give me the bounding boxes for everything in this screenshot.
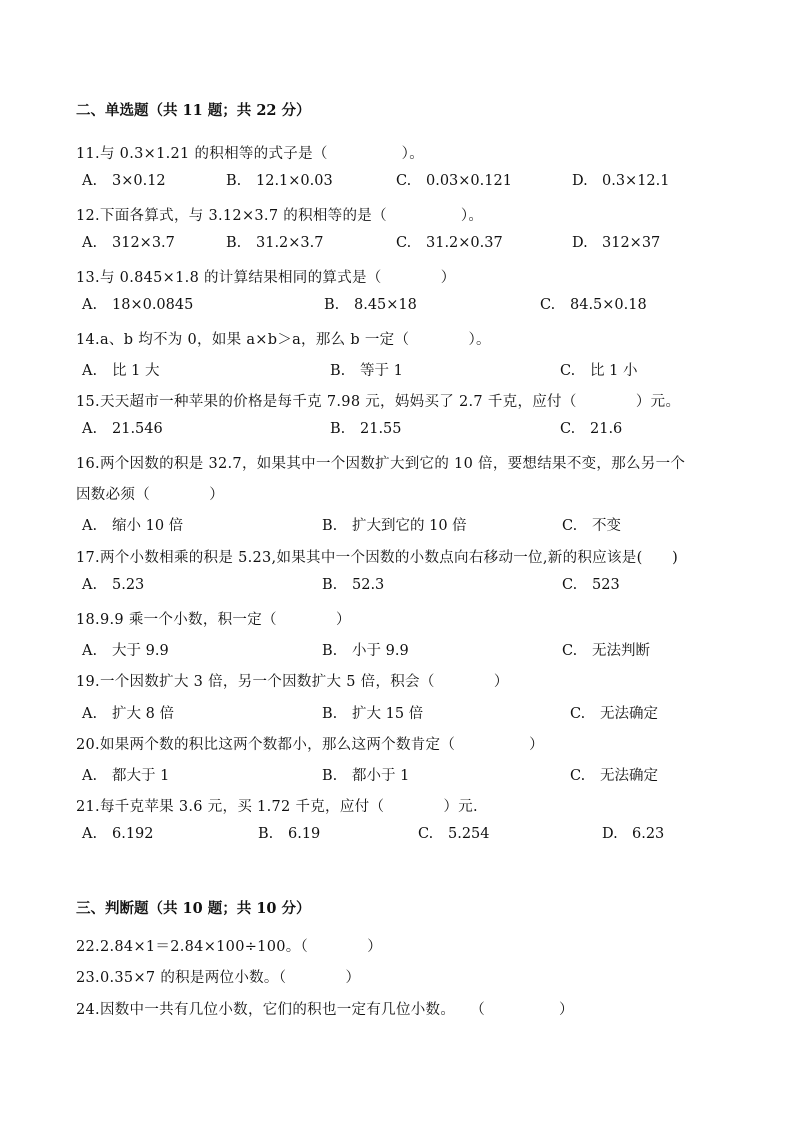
option-text: 大于 9.9 — [112, 643, 169, 659]
option-label: B. — [322, 768, 338, 784]
option-text: 无法判断 — [592, 643, 650, 659]
option-text: 扩大 15 倍 — [352, 706, 424, 722]
option-text: 31.2×3.7 — [256, 235, 324, 251]
option-text: 比 1 小 — [590, 363, 638, 379]
option-a[interactable] — [82, 514, 183, 535]
option-c[interactable] — [562, 577, 620, 593]
option-text: 0.3×12.1 — [602, 173, 670, 189]
option-text: 6.192 — [112, 826, 154, 842]
option-b[interactable] — [322, 639, 409, 660]
option-label: C. — [418, 826, 434, 842]
option-label: C. — [562, 518, 578, 534]
option-text: 都大于 1 — [112, 768, 170, 784]
option-text: 6.19 — [288, 826, 321, 842]
question-23: 23.0.35×7 的积是两位小数。（ ） — [76, 970, 361, 986]
option-b[interactable] — [324, 297, 417, 313]
option-label: A. — [82, 363, 98, 379]
option-text: 5.23 — [112, 577, 145, 593]
option-c[interactable] — [540, 297, 647, 313]
option-label: C. — [540, 297, 556, 313]
option-label: D. — [572, 235, 588, 251]
option-d[interactable] — [572, 173, 670, 189]
option-text: 84.5×0.18 — [570, 297, 647, 313]
option-text: 52.3 — [352, 577, 385, 593]
option-c[interactable] — [396, 173, 512, 189]
option-label: B. — [330, 363, 346, 379]
option-text: 3×0.12 — [112, 173, 166, 189]
option-c[interactable] — [562, 639, 650, 660]
section-title-true-false: 三、判断题（共 10 题；共 10 分） — [76, 900, 311, 917]
question-16-continued: 因数必须（ ） — [76, 487, 224, 503]
option-text: 都小于 1 — [352, 768, 410, 784]
question-14: 14.a、b 均不为 0，如果 a×b＞a，那么 b 一定（ ）。 — [76, 332, 491, 348]
option-a[interactable] — [82, 702, 174, 723]
option-text: 18×0.0845 — [112, 297, 194, 313]
option-b[interactable] — [322, 764, 409, 785]
option-text: 5.254 — [448, 826, 490, 842]
option-text: 312×37 — [602, 235, 661, 251]
option-text: 523 — [592, 577, 620, 593]
option-label: C. — [570, 706, 586, 722]
option-label: A. — [82, 643, 98, 659]
option-label: C. — [560, 421, 576, 437]
question-20: 20.如果两个数的积比这两个数都小，那么这两个数肯定（ ） — [76, 737, 544, 753]
option-label: D. — [572, 173, 588, 189]
option-b[interactable] — [258, 826, 320, 842]
option-a[interactable] — [82, 421, 163, 437]
option-a[interactable] — [82, 173, 166, 189]
section-title-single-choice: 二、单选题（共 11 题；共 22 分） — [76, 102, 311, 119]
option-b[interactable] — [330, 421, 402, 437]
option-a[interactable] — [82, 235, 175, 251]
option-text: 8.45×18 — [354, 297, 417, 313]
option-c[interactable] — [562, 514, 621, 535]
option-text: 21.55 — [360, 421, 402, 437]
option-label: A. — [82, 518, 98, 534]
question-11: 11.与 0.3×1.21 的积相等的式子是（ ）。 — [76, 146, 425, 162]
option-text: 扩大到它的 10 倍 — [352, 518, 467, 534]
option-label: B. — [226, 235, 242, 251]
option-text: 0.03×0.121 — [426, 173, 512, 189]
question-24: 24.因数中一共有几位小数，它们的积也一定有几位小数。 （ ） — [76, 1002, 574, 1018]
question-12: 12.下面各算式，与 3.12×3.7 的积相等的是（ ）。 — [76, 208, 484, 224]
option-b[interactable] — [322, 514, 467, 535]
option-label: C. — [396, 173, 412, 189]
option-label: C. — [562, 643, 578, 659]
question-17: 17.两个小数相乘的积是 5.23,如果其中一个因数的小数点向右移动一位,新的积应该是( ) — [76, 550, 679, 566]
option-label: A. — [82, 577, 98, 593]
option-label: B. — [322, 706, 338, 722]
option-label: B. — [324, 297, 340, 313]
option-text: 21.546 — [112, 421, 163, 437]
option-label: A. — [82, 421, 98, 437]
option-label: A. — [82, 173, 98, 189]
option-b[interactable] — [322, 577, 384, 593]
option-a[interactable] — [82, 359, 159, 380]
option-b[interactable] — [226, 235, 324, 251]
option-label: B. — [322, 643, 338, 659]
question-15: 15.天天超市一种苹果的价格是每千克 7.98 元，妈妈买了 2.7 千克，应付（ ）元。 — [76, 394, 681, 410]
question-19: 19.一个因数扩大 3 倍，另一个因数扩大 5 倍，积会（ ） — [76, 674, 509, 690]
option-d[interactable] — [572, 235, 660, 251]
option-label: C. — [570, 768, 586, 784]
option-text: 12.1×0.03 — [256, 173, 333, 189]
option-b[interactable] — [330, 359, 403, 380]
option-a[interactable] — [82, 297, 193, 313]
option-label: B. — [322, 577, 338, 593]
option-text: 无法确定 — [600, 768, 658, 784]
option-text: 等于 1 — [360, 363, 403, 379]
option-label: C. — [562, 577, 578, 593]
option-a[interactable] — [82, 639, 169, 660]
option-label: C. — [560, 363, 576, 379]
option-text: 不变 — [592, 518, 621, 534]
option-text: 21.6 — [590, 421, 623, 437]
option-a[interactable] — [82, 577, 144, 593]
option-c[interactable] — [560, 421, 622, 437]
question-13: 13.与 0.845×1.8 的计算结果相同的算式是（ ） — [76, 270, 456, 286]
option-label: B. — [258, 826, 274, 842]
option-label: B. — [322, 518, 338, 534]
option-label: B. — [226, 173, 242, 189]
question-18: 18.9.9 乘一个小数，积一定（ ） — [76, 612, 351, 628]
option-c[interactable] — [418, 826, 490, 842]
option-label: D. — [602, 826, 618, 842]
option-text: 小于 9.9 — [352, 643, 409, 659]
option-text: 无法确定 — [600, 706, 658, 722]
option-a[interactable] — [82, 764, 169, 785]
option-label: A. — [82, 297, 98, 313]
option-label: A. — [82, 235, 98, 251]
option-text: 缩小 10 倍 — [112, 518, 184, 534]
option-c[interactable] — [570, 764, 658, 785]
option-text: 6.23 — [632, 826, 665, 842]
option-c[interactable] — [560, 359, 637, 380]
option-text: 扩大 8 倍 — [112, 706, 174, 722]
option-d[interactable] — [602, 826, 664, 842]
option-c[interactable] — [396, 235, 503, 251]
option-b[interactable] — [322, 702, 423, 723]
option-text: 312×3.7 — [112, 235, 175, 251]
option-label: B. — [330, 421, 346, 437]
option-label: C. — [396, 235, 412, 251]
option-label: A. — [82, 826, 98, 842]
question-16: 16.两个因数的积是 32.7，如果其中一个因数扩大到它的 10 倍，要想结果不变，那么另一个 — [76, 456, 686, 472]
option-b[interactable] — [226, 173, 333, 189]
question-21: 21.每千克苹果 3.6 元，买 1.72 千克，应付（ ）元. — [76, 799, 478, 815]
option-a[interactable] — [82, 826, 154, 842]
option-c[interactable] — [570, 702, 658, 723]
option-text: 31.2×0.37 — [426, 235, 503, 251]
option-text: 比 1 大 — [112, 363, 160, 379]
option-label: A. — [82, 768, 98, 784]
option-label: A. — [82, 706, 98, 722]
question-22: 22.2.84×1＝2.84×100÷100。（ ） — [76, 939, 383, 955]
